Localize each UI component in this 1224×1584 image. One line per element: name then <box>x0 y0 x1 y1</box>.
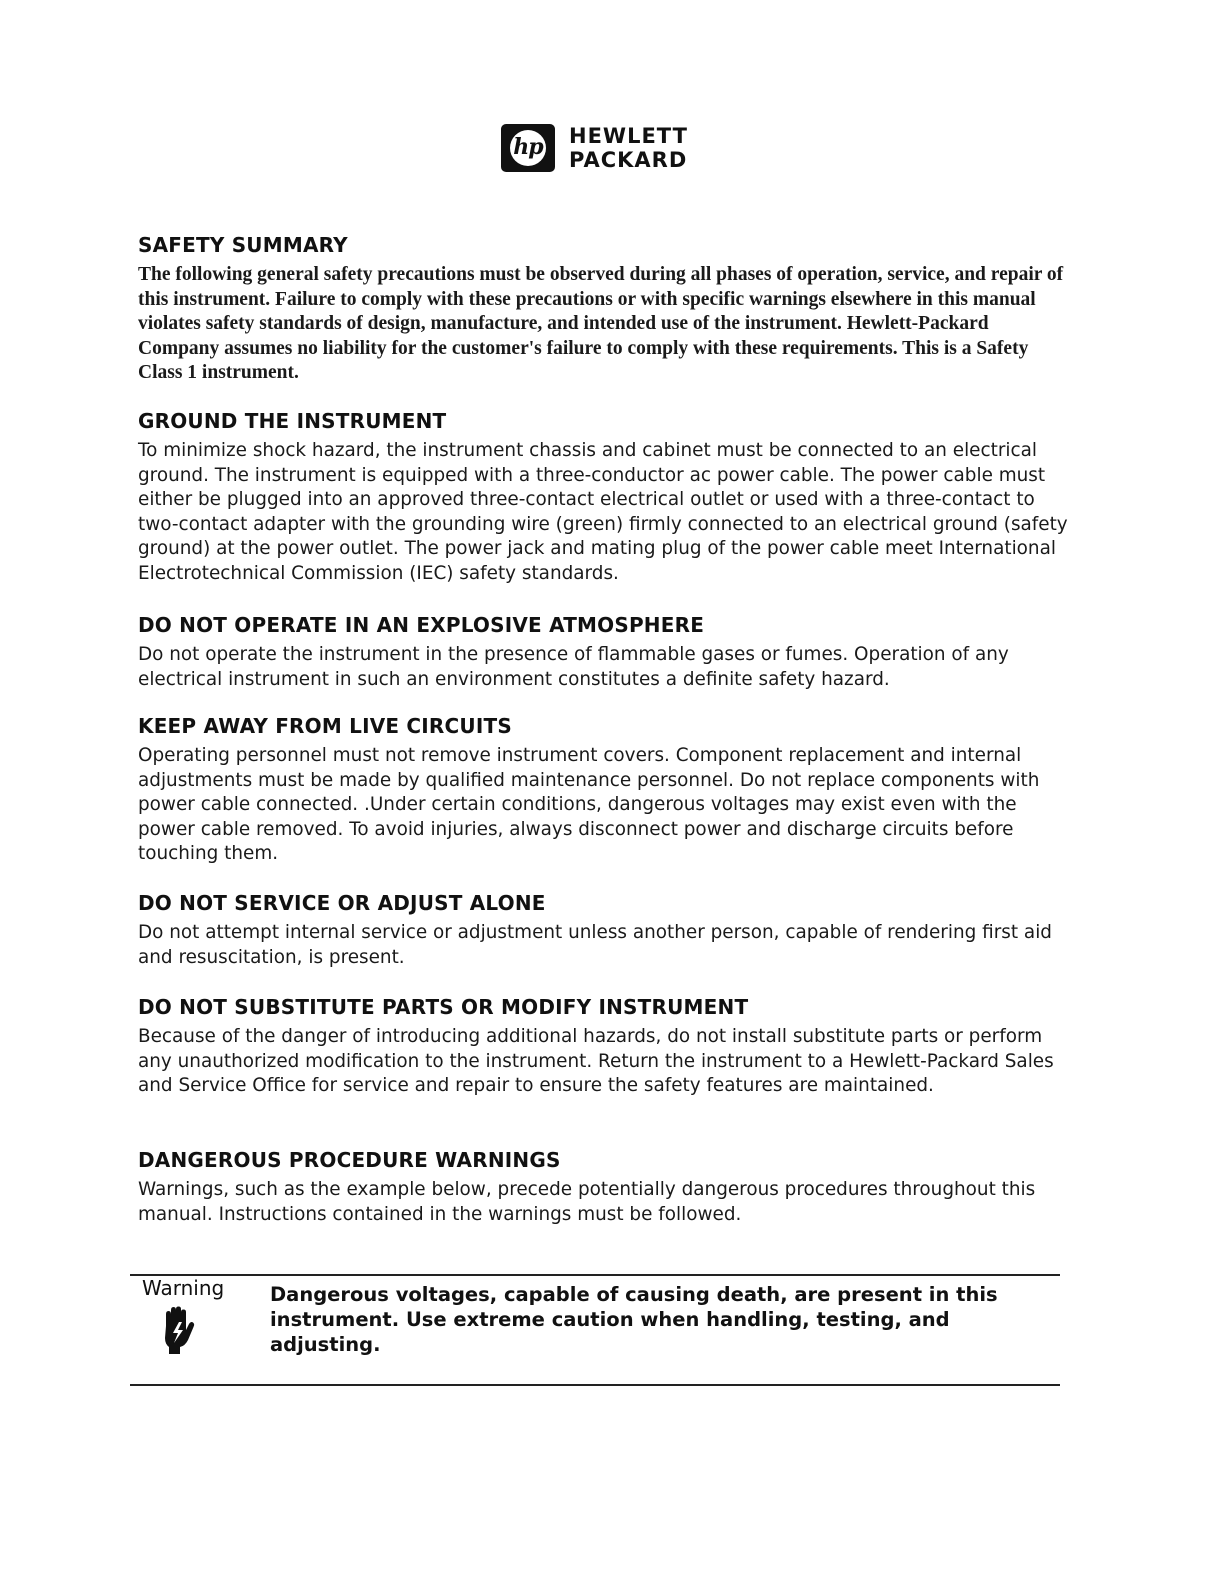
section-procedure-warnings <box>138 1148 1068 1227</box>
hp-logo-mark <box>501 124 555 172</box>
section-explosive-atmosphere <box>138 613 1068 692</box>
section-body: Warnings, such as the example below, precede potentially dangerous procedures throughout this manual. Instructions contained in the warnings must be followed. <box>138 1179 1036 1225</box>
logo-line-2: PACKARD <box>569 148 688 172</box>
warning-top-rule <box>130 1274 1060 1276</box>
section-body: The following general safety precautions must be observed during all phases of operation, service, and repair of this instrument. Failure to comply with these precautions or with specific warnings elsewhere in this manual violates safety standards of design, manufacture, and intended use of the instrument. Hewlett-Packard Company assumes no liability for the customer's failure to comply with these requirements. This is a Safety Class 1 instrument. <box>138 264 1064 383</box>
section-ground-instrument <box>138 409 1068 586</box>
hand-lightning-icon <box>160 1306 196 1356</box>
hp-logo-letters: hp <box>513 134 543 160</box>
section-live-circuits <box>138 714 1068 867</box>
warning-label: Warning <box>142 1276 225 1300</box>
section-body: Operating personnel must not remove instrument covers. Component replacement and internal adjustments must be made by qualified maintenance personnel. Do not replace components with power cable connected. .Under certain conditions, dangerous voltages may exist even with the power cable removed. To avoid injuries, always disconnect power and discharge circuits before touching them. <box>138 745 1040 864</box>
hp-logo <box>501 122 688 174</box>
section-body: Do not operate the instrument in the presence of flammable gases or fumes. Operation of any electrical instrument in such an environment constitutes a definite safety hazard. <box>138 644 1009 690</box>
section-heading: DO NOT OPERATE IN AN EXPLOSIVE ATMOSPHERE <box>138 613 705 637</box>
section-heading: DO NOT SERVICE OR ADJUST ALONE <box>138 891 546 915</box>
section-heading: DO NOT SUBSTITUTE PARTS OR MODIFY INSTRUMENT <box>138 995 749 1019</box>
warning-text: Dangerous voltages, capable of causing death, are present in this instrument. Use extreme caution when handling, testing, and adjusting. <box>270 1283 998 1356</box>
warning-bottom-rule <box>130 1384 1060 1386</box>
section-heading: SAFETY SUMMARY <box>138 233 348 257</box>
section-body: Because of the danger of introducing additional hazards, do not install substitute parts or perform any unauthorized modification to the instrument. Return the instrument to a Hewlett-Packard Sales and Service Office for service and repair to ensure the safety features are maintained. <box>138 1026 1054 1096</box>
hp-logo-wordmark <box>569 124 688 172</box>
section-service-alone <box>138 891 1068 970</box>
section-heading: DANGEROUS PROCEDURE WARNINGS <box>138 1148 561 1172</box>
section-body: Do not attempt internal service or adjustment unless another person, capable of rendering first aid and resuscitation, is present. <box>138 922 1052 968</box>
section-heading: GROUND THE INSTRUMENT <box>138 409 447 433</box>
section-heading: KEEP AWAY FROM LIVE CIRCUITS <box>138 714 512 738</box>
logo-line-1: HEWLETT <box>569 124 688 148</box>
section-body: To minimize shock hazard, the instrument chassis and cabinet must be connected to an electrical ground. The instrument is equipped with a three-conductor ac power cable. The power cable must either be plugged into an approved three-contact electrical outlet or used with a three-contact to two-contact adapter with the grounding wire (green) firmly connected to an electrical ground (safety ground) at the power outlet. The power jack and mating plug of the power cable meet International Electrotechnical Commission (IEC) safety standards. <box>138 440 1068 584</box>
section-safety-summary <box>138 233 1068 386</box>
section-substitute-parts <box>138 995 1068 1099</box>
